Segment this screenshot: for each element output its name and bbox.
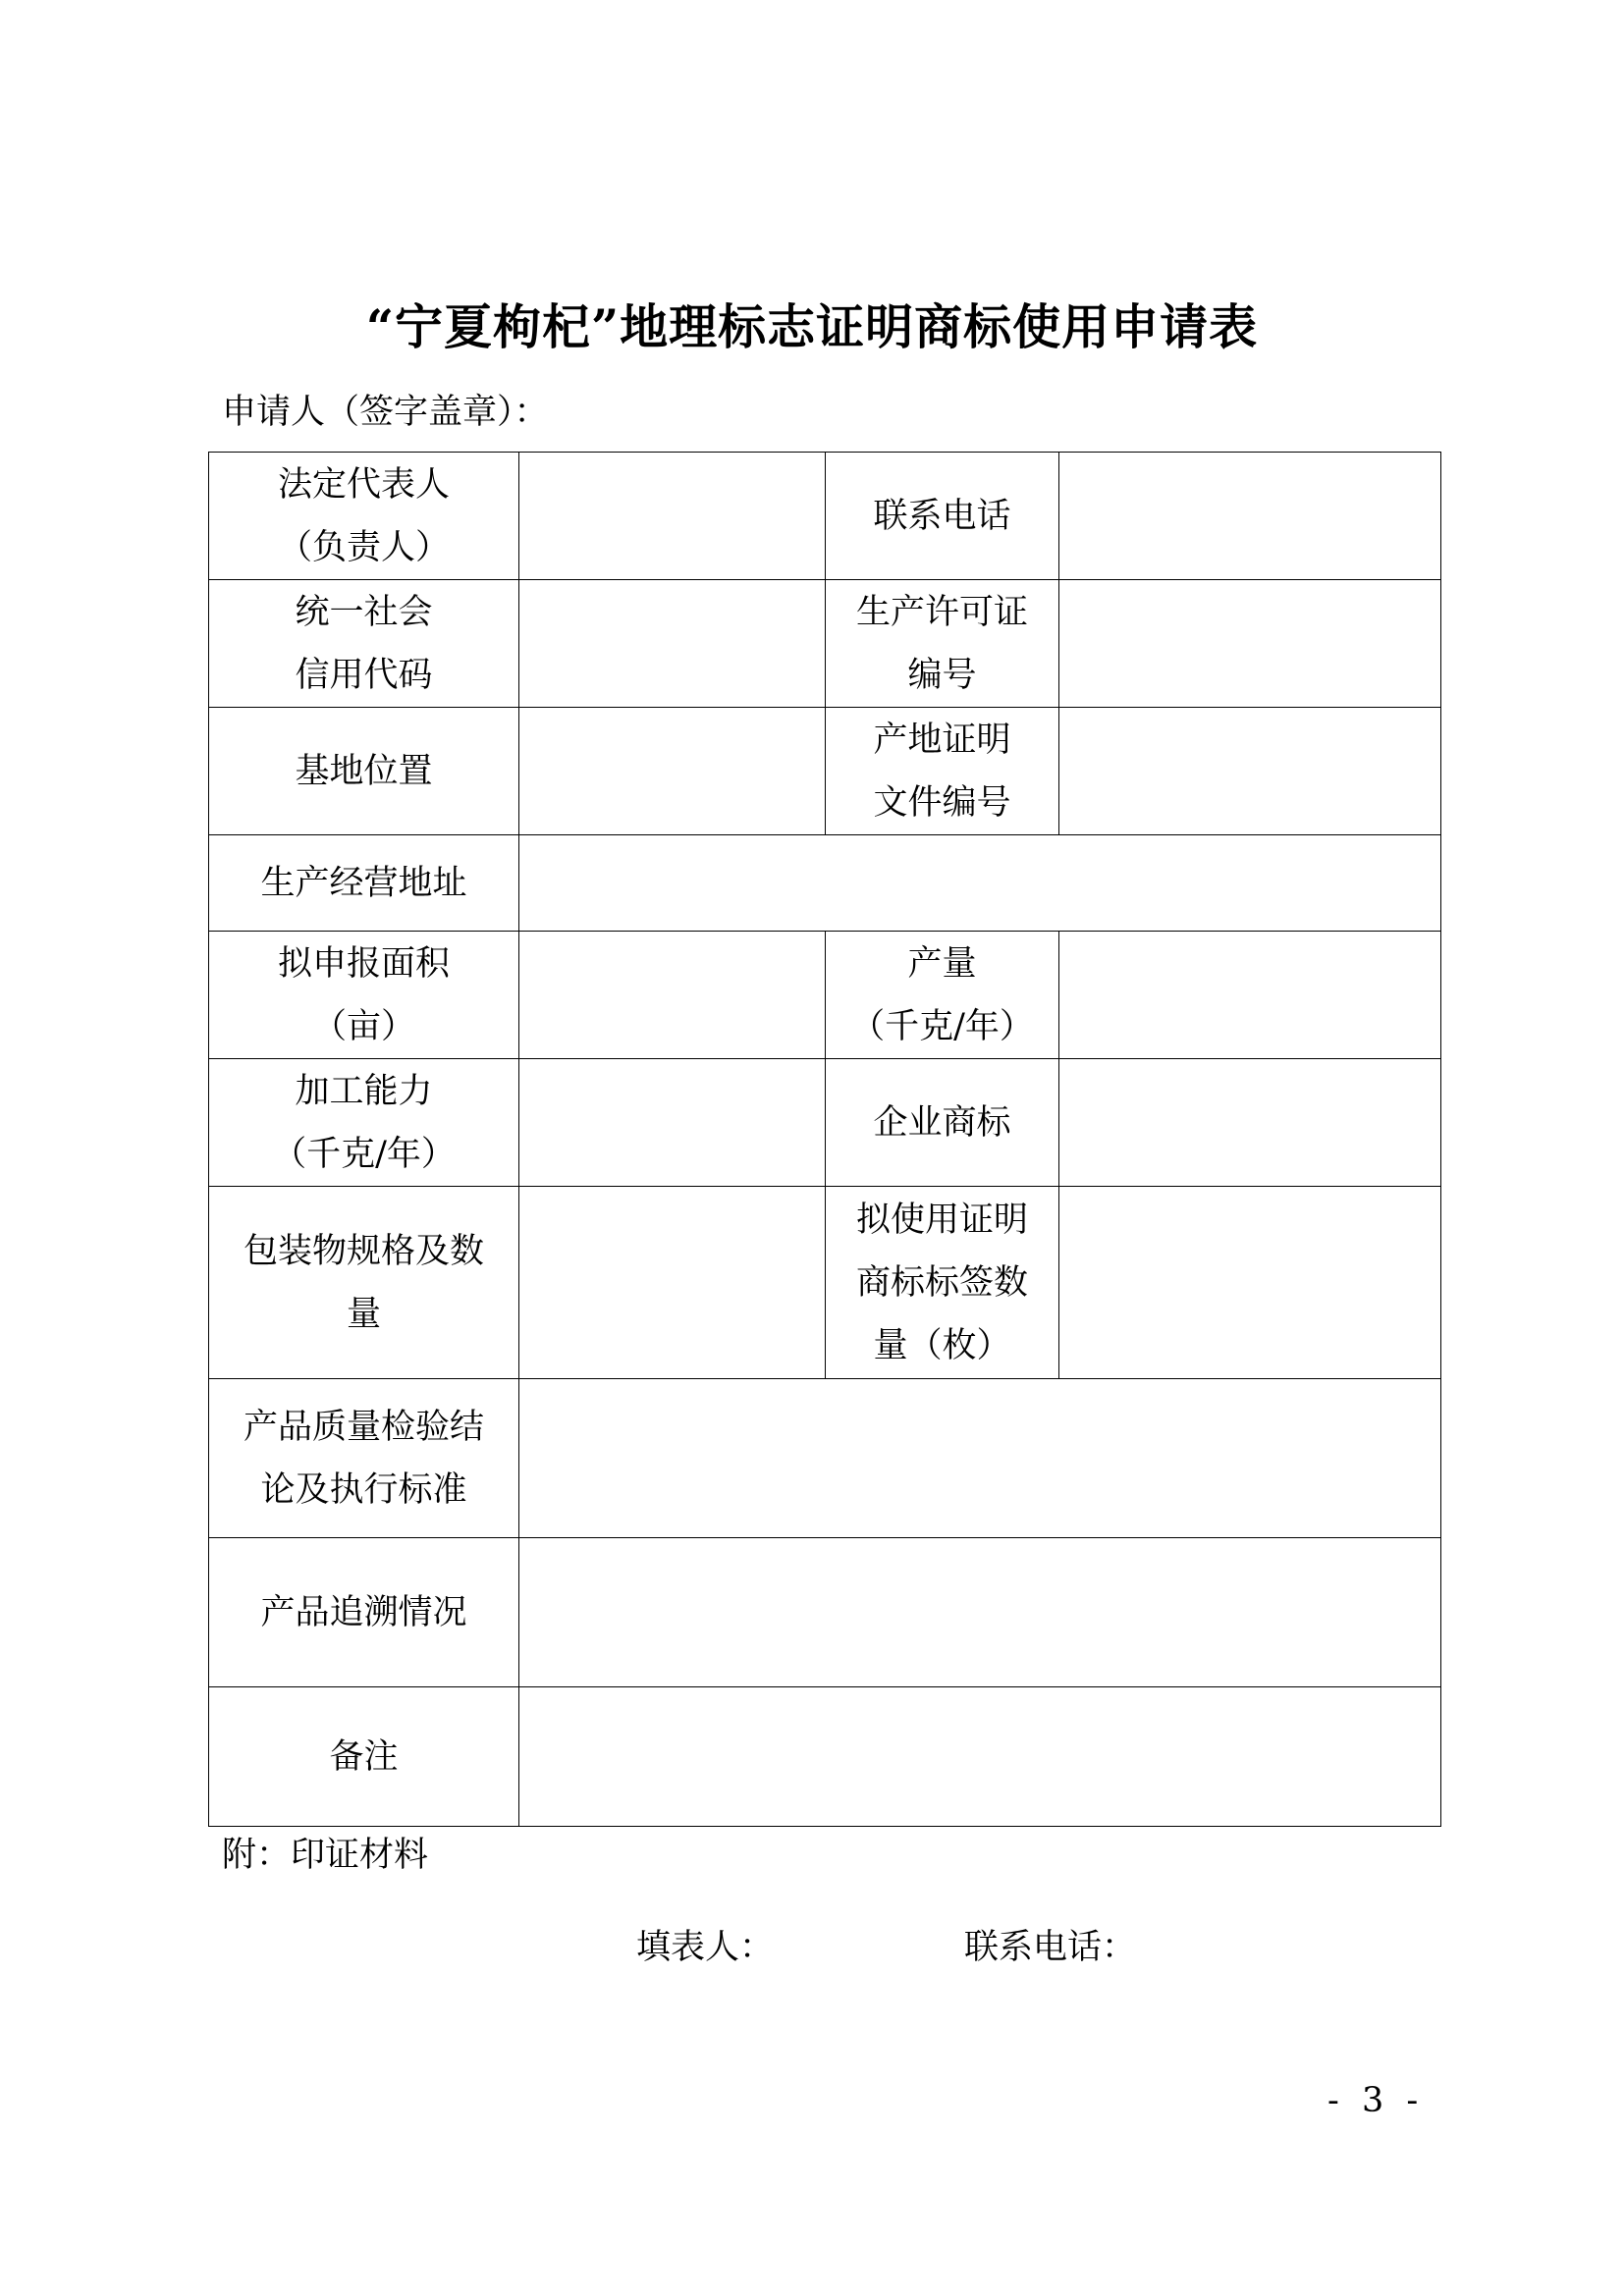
application-form-table [208,452,1441,1827]
applicant-label: 申请人（签字盖章）： [222,393,549,432]
field-base-location[interactable] [519,708,826,835]
label-traceability: 产品追溯情况 [209,1538,519,1687]
label-business-address: 生产经营地址 [209,835,519,932]
label-license-number: 生产许可证 编号 [826,580,1059,708]
label-planned-area: 拟申报面积 （亩） [209,932,519,1059]
label-output: 产量 （千克/年） [826,932,1059,1059]
label-origin-document-number: 产地证明 文件编号 [826,708,1059,835]
label-credit-code: 统一社会 信用代码 [209,580,519,708]
field-business-address[interactable] [519,835,1441,932]
field-company-trademark[interactable] [1059,1059,1441,1187]
label-company-trademark: 企业商标 [826,1059,1059,1187]
label-legal-representative: 法定代表人 （负责人） [209,453,519,580]
field-processing-capacity[interactable] [519,1059,826,1187]
label-processing-capacity: 加工能力 （千克/年） [209,1059,519,1187]
field-packaging-spec[interactable] [519,1187,826,1379]
field-label-quantity[interactable] [1059,1187,1441,1379]
field-legal-representative[interactable] [519,453,826,580]
label-base-location: 基地位置 [209,708,519,835]
page-title: “宁夏枸杞”地理标志证明商标使用申请表 [365,298,1259,355]
label-label-quantity: 拟使用证明 商标标签数 量（枚） [826,1187,1059,1379]
field-traceability[interactable] [519,1538,1441,1687]
field-quality-inspection[interactable] [519,1379,1441,1538]
label-remarks: 备注 [209,1687,519,1827]
page-number: - 3 - [1327,2081,1425,2120]
attachment-note: 附：印证材料 [222,1836,429,1875]
contact-phone-label: 联系电话： [964,1928,1137,1967]
filler-label: 填表人： [636,1928,775,1967]
field-output[interactable] [1059,932,1441,1059]
label-phone: 联系电话 [826,453,1059,580]
label-quality-inspection: 产品质量检验结 论及执行标准 [209,1379,519,1538]
field-phone[interactable] [1059,453,1441,580]
field-license-number[interactable] [1059,580,1441,708]
field-remarks[interactable] [519,1687,1441,1827]
field-credit-code[interactable] [519,580,826,708]
field-planned-area[interactable] [519,932,826,1059]
field-origin-document-number[interactable] [1059,708,1441,835]
label-packaging-spec: 包装物规格及数 量 [209,1187,519,1379]
